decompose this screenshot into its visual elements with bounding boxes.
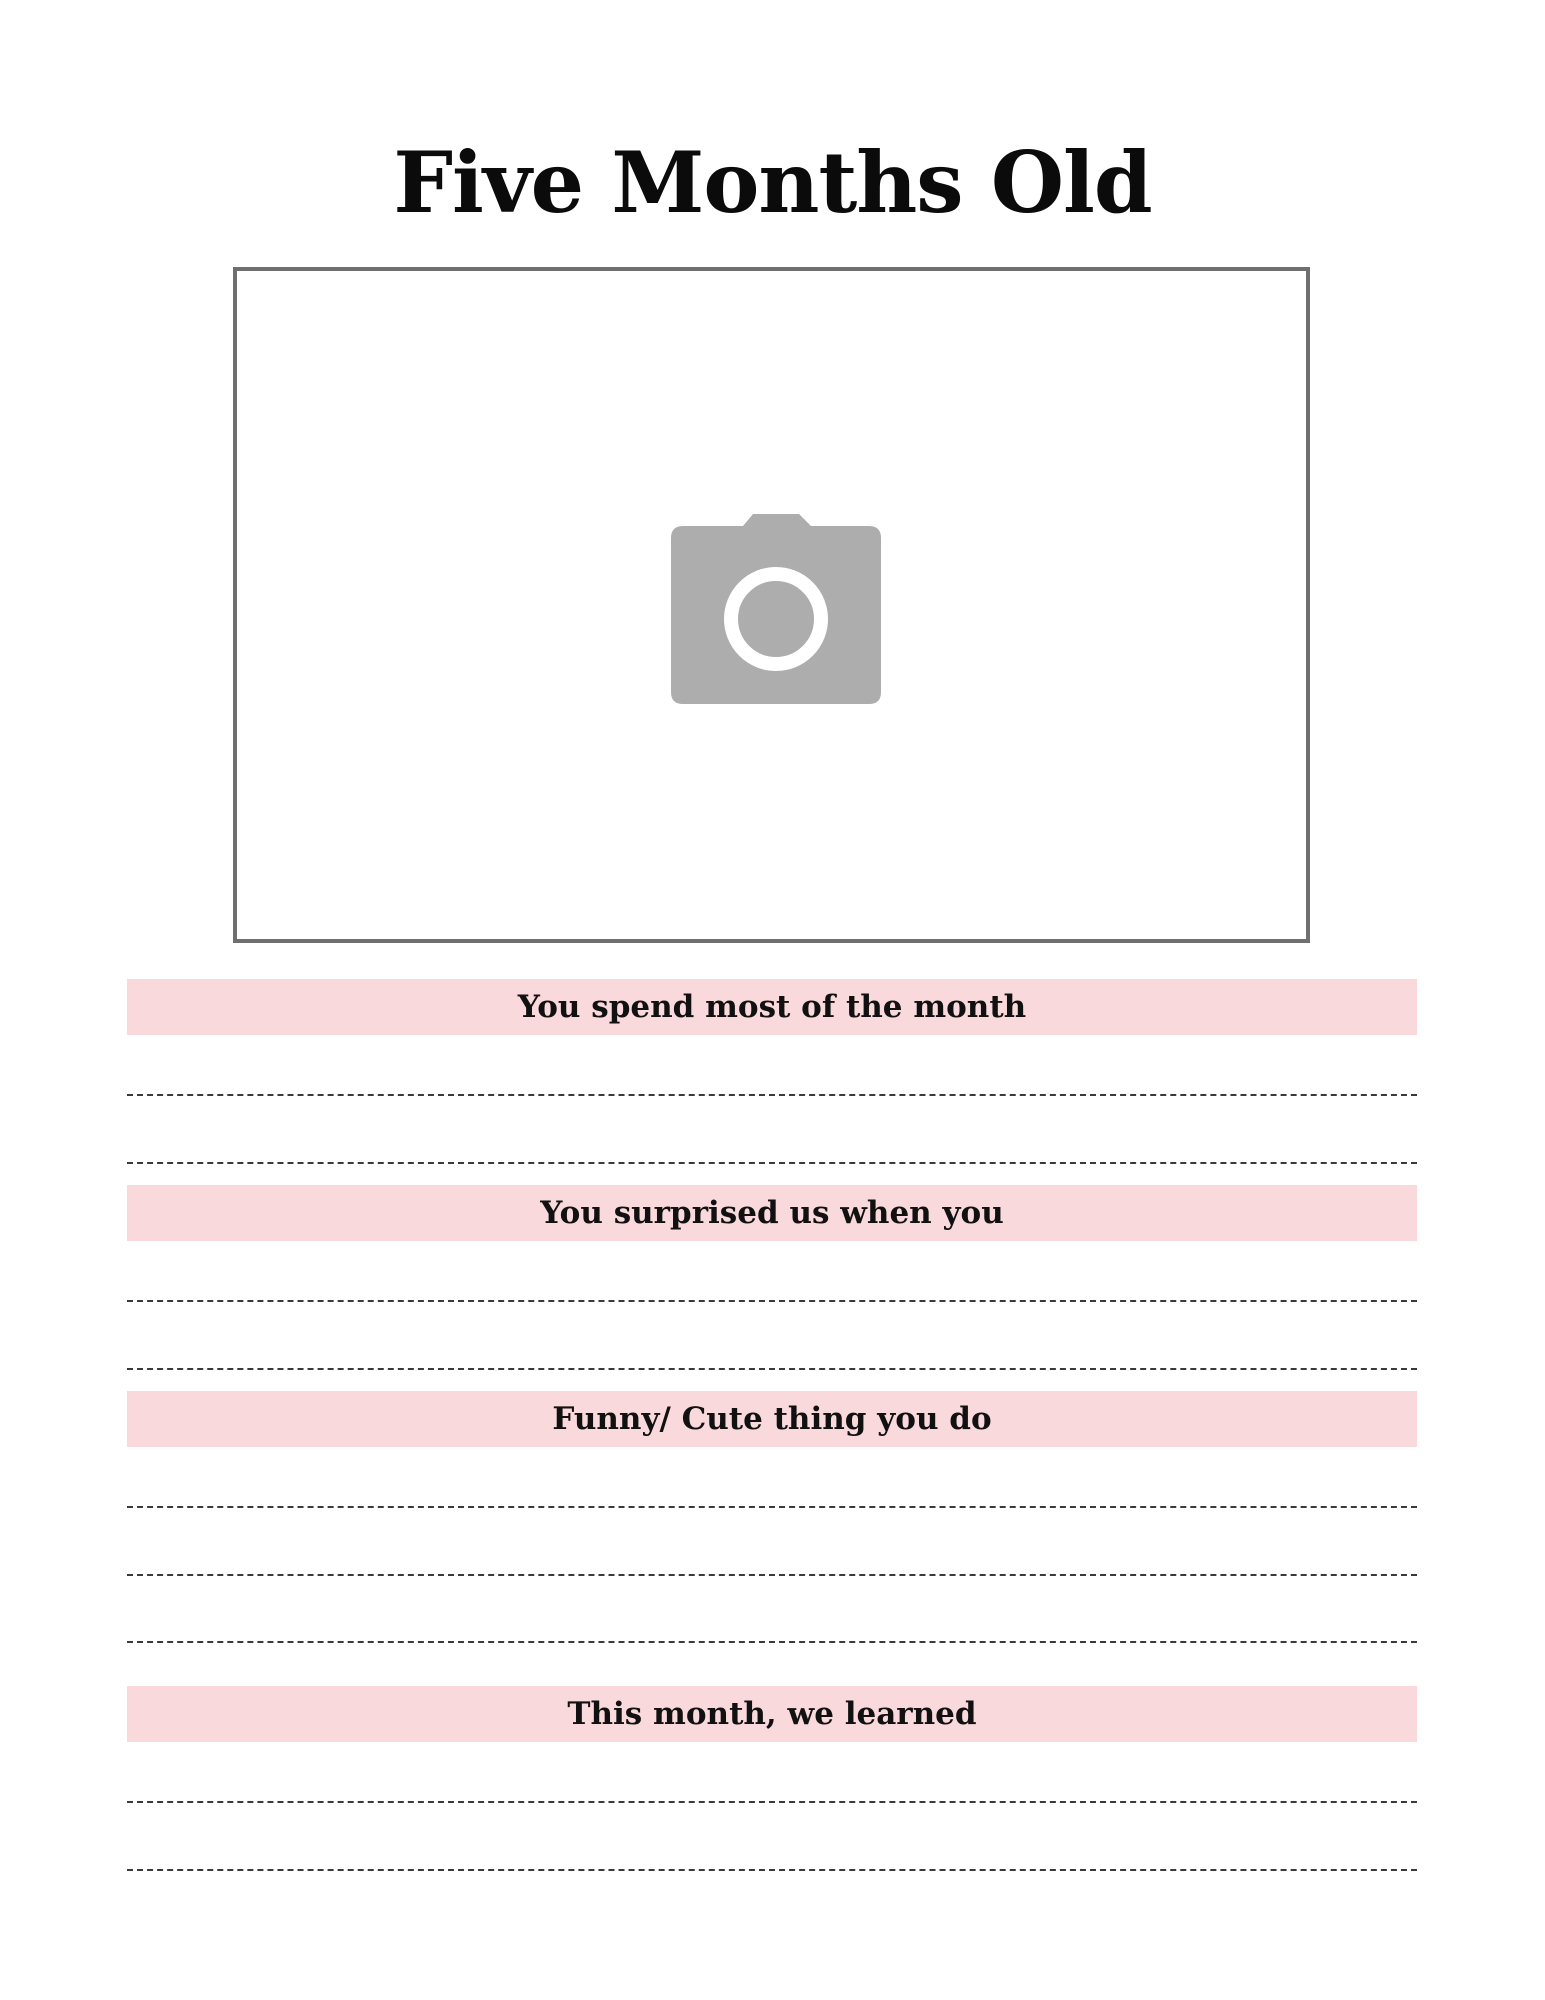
write-line[interactable] — [127, 1869, 1417, 1871]
section-header-we-learned: This month, we learned — [127, 1686, 1417, 1742]
write-line[interactable] — [127, 1574, 1417, 1576]
section-header-surprised-us: You surprised us when you — [127, 1185, 1417, 1241]
photo-frame[interactable] — [233, 267, 1310, 943]
write-line[interactable] — [127, 1641, 1417, 1643]
write-line[interactable] — [127, 1300, 1417, 1302]
section-header-spend-month: You spend most of the month — [127, 979, 1417, 1035]
camera-icon — [671, 514, 881, 704]
page-title: Five Months Old — [393, 133, 1152, 232]
write-line[interactable] — [127, 1162, 1417, 1164]
write-line[interactable] — [127, 1506, 1417, 1508]
write-line[interactable] — [127, 1094, 1417, 1096]
write-line[interactable] — [127, 1801, 1417, 1803]
section-header-funny-cute: Funny/ Cute thing you do — [127, 1391, 1417, 1447]
write-line[interactable] — [127, 1368, 1417, 1370]
